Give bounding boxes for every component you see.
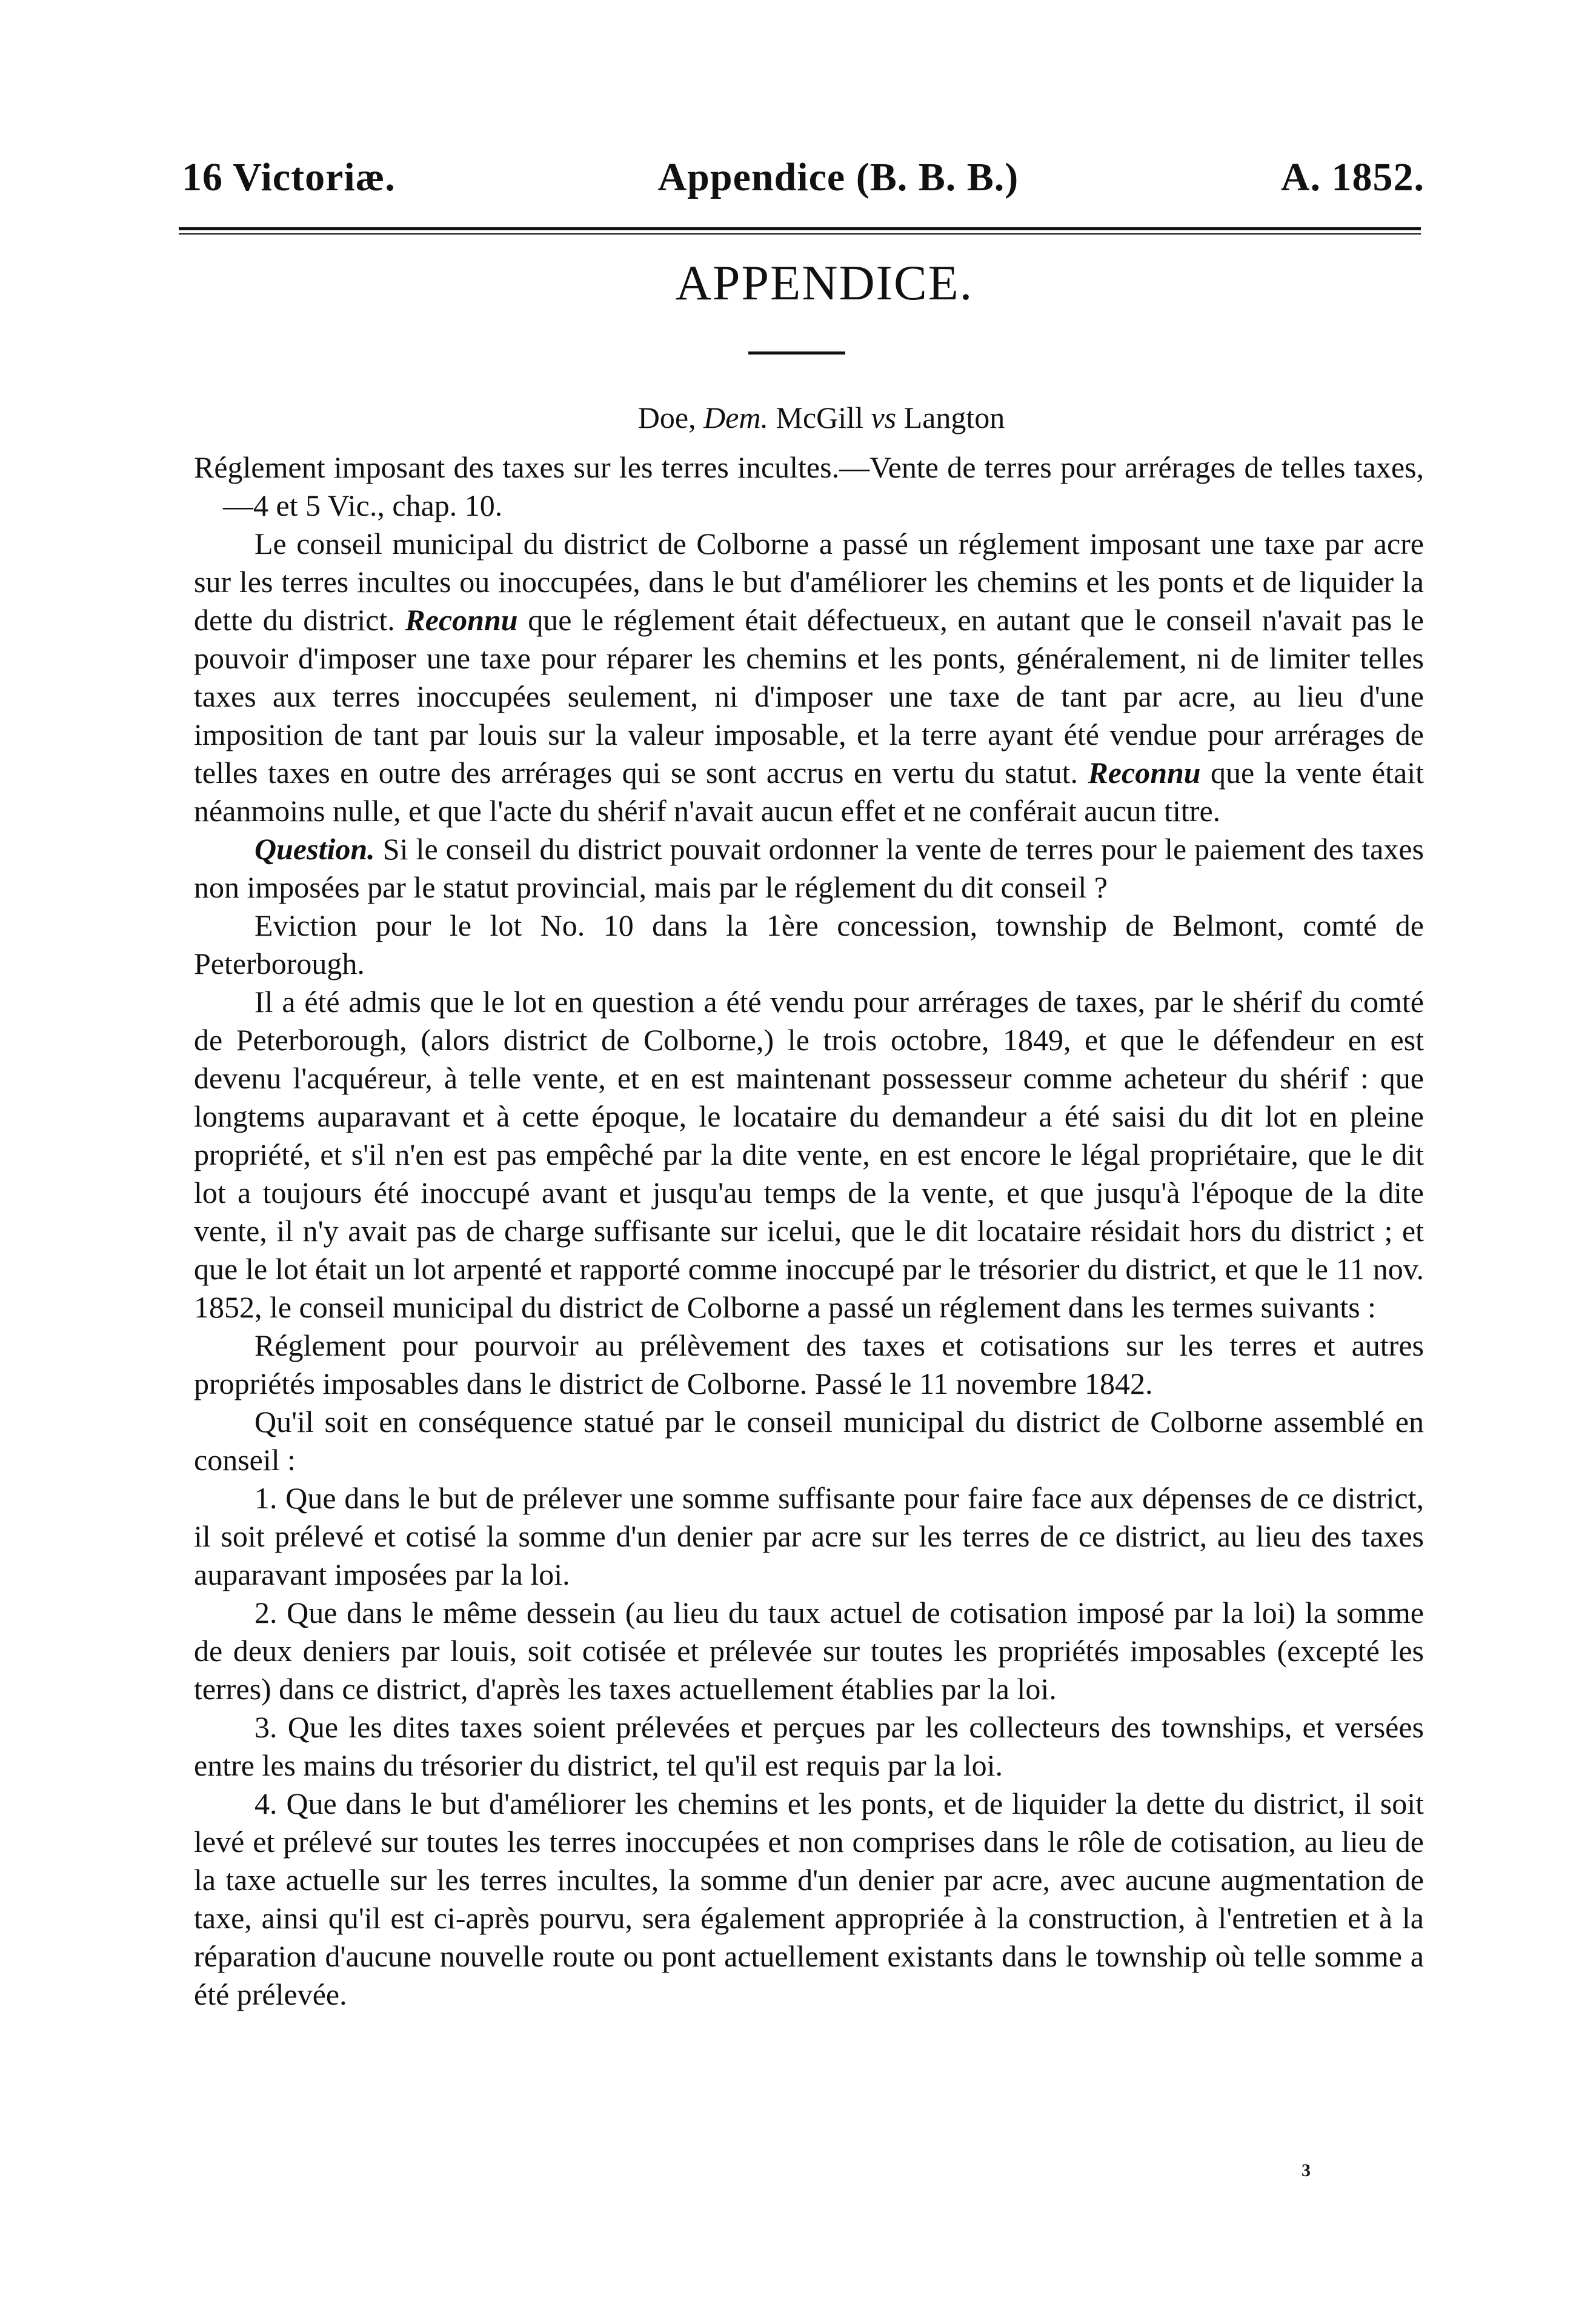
- case-title-middle: McGill: [768, 401, 871, 435]
- summary-text-c: que la vente était néanmoins nulle, et que l'acte du shérif n'avait aucun effet et ne conférait aucun titre.: [194, 756, 1424, 828]
- case-title-vs: vs: [871, 401, 897, 435]
- question-keyword: Question.: [254, 832, 375, 866]
- running-header: [182, 155, 1425, 209]
- case-title: [0, 400, 1576, 435]
- headnote-paragraph: Réglement imposant des taxes sur les terres incultes.—Vente de terres pour arrérages de telles taxes,—4 et 5 Vic., chap. 10.: [194, 450, 1424, 522]
- summary-keyword-1: Reconnu: [405, 603, 518, 637]
- section-2-paragraph: 2. Que dans le même dessein (au lieu du taux actuel de cotisation imposé par la loi) la somme de deux deniers par louis, soit cotisée et prélevée sur toutes les propriétés imposables (excepté les terres) dans ce district, d'après les taxes actuellement établies par la loi.: [194, 1596, 1424, 1706]
- header-thick-rule: [179, 227, 1421, 230]
- summary-text-a: Le conseil municipal du district de Colborne a passé un réglement imposant une taxe par acre sur les terres incultes ou inoccupées, dans le but d'améliorer les chemins et les ponts et de liquider la dette du district.: [194, 527, 1424, 637]
- section-4-paragraph: 4. Que dans le but d'améliorer les chemins et les ponts, et de liquider la dette du district, il soit levé et prélevé sur toutes les terres inoccupées et non comprises dans le rôle de cotisation, au lieu de la taxe actuelle sur les terres incultes, la somme d'un denier par acre, avec aucune augmentation de taxe, ainsi qu'il est ci-après pourvu, sera également appropriée à la construction, à l'entretien et à la réparation d'aucune nouvelle route ou pont actuellement existants dans le township où telle somme a été prélevée.: [194, 1786, 1424, 2011]
- case-title-after: Langton: [896, 401, 1005, 435]
- signature-mark: 3: [1302, 2160, 1311, 2180]
- eviction-paragraph: Eviction pour le lot No. 10 dans la 1ère concession, township de Belmont, comté de Peterborough.: [194, 908, 1424, 981]
- section-1-paragraph: 1. Que dans le but de prélever une somme suffisante pour faire face aux dépenses de ce district, il soit prélevé et cotisé la somme d'un denier par acre sur les terres de ce district, au lieu des taxes auparavant imposées par la loi.: [194, 1481, 1424, 1591]
- case-title-dem: Dem.: [703, 401, 768, 435]
- summary-text-b: que le réglement était défectueux, en autant que le conseil n'avait pas le pouvoir d'imposer une taxe pour réparer les chemins et les ponts, généralement, ni de limiter telles taxes aux terres inoccupées seulement, ni d'imposer une taxe de tant par acre, au lieu d'une imposition de tant par louis sur la valeur imposable, et la terre ayant été vendue pour arrérages de telles taxes en outre des arrérages qui se sont accrus en vertu du statut.: [194, 603, 1424, 790]
- question-text: Si le conseil du district pouvait ordonner la vente de terres pour le paiement des taxes non imposées par le statut provincial, mais par le réglement du dit conseil ?: [194, 832, 1424, 904]
- summary-keyword-2: Reconnu: [1088, 756, 1201, 790]
- header-year: A. 1852.: [1280, 155, 1425, 199]
- header-appendix: Appendice (B. B. B.): [657, 155, 1019, 199]
- question-paragraph: [194, 830, 1424, 907]
- document-body: [194, 448, 1424, 2014]
- header-thin-rule: [179, 233, 1421, 235]
- page-title: APPENDICE.: [675, 255, 974, 310]
- section-3-paragraph: 3. Que les dites taxes soient prélevées et perçues par les collecteurs des townships, et versées entre les mains du trésorier du district, tel qu'il est requis par la loi.: [194, 1710, 1424, 1782]
- facts-paragraph: Il a été admis que le lot en question a été vendu pour arrérages de taxes, par le shérif du comté de Peterborough, (alors district de Colborne,) le trois octobre, 1849, et que le défendeur en est devenu l'acquéreur, à telle vente, et en est maintenant possesseur comme acheteur du shérif : que longtems auparavant et à cette époque, le locataire du demandeur a été saisi du dit lot en pleine propriété, et s'il n'en est pas empêché par la dite vente, en est encore le légal propriétaire, que le dit lot a toujours été inoccupé avant et jusqu'au temps de la vente, et que jusqu'à l'époque de la dite vente, il n'y avait pas de charge suffisante sur icelui, que le dit locataire résidait hors du district ; et que le lot était un lot arpenté et rapporté comme inoccupé par le trésorier du district, et que le 11 nov. 1852, le conseil municipal du district de Colborne a passé un réglement dans les termes suivants :: [194, 985, 1424, 1324]
- title-divider: [748, 351, 845, 355]
- header-session: 16 Victoriæ.: [182, 155, 396, 199]
- bylaw-title-paragraph: Réglement pour pourvoir au prélèvement des taxes et cotisations sur les terres et autres propriétés imposables dans le district de Colborne. Passé le 11 novembre 1842.: [194, 1328, 1424, 1400]
- case-title-before: Doe,: [637, 401, 704, 435]
- summary-paragraph: [194, 525, 1424, 830]
- enacting-paragraph: Qu'il soit en conséquence statué par le conseil municipal du district de Colborne assemblé en conseil :: [194, 1405, 1424, 1477]
